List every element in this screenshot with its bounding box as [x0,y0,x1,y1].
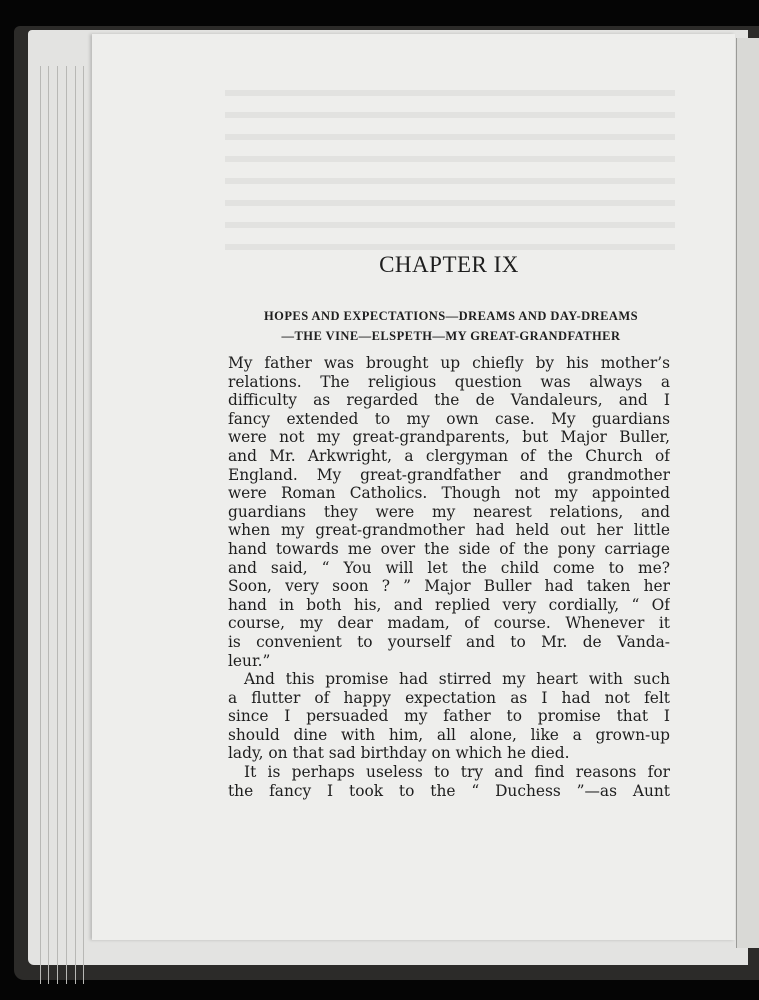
text-line: should dine with him, all alone, like a grown-up [228,725,670,744]
text-line: when my great-grandmother had held out her little [228,521,670,540]
text-line: is convenient to yourself and to Mr. de Vanda- [228,632,670,651]
text-line: England. My great-grandfather and grandmother [228,465,670,484]
text-line: course, my dear madam, of course. Whenever it [228,614,670,633]
text-line: difficulty as regarded the de Vandaleurs, and I [228,391,670,410]
text-line: were not my great-grandparents, but Major Buller, [228,428,670,447]
text-line: And this promise had stirred my heart with such [244,670,670,689]
text-line: hand towards me over the side of the pony carriage [228,539,670,558]
text-line: Soon, very soon ? ” Major Buller had taken her [228,577,670,596]
heading-line: —THE VINE—ELSPETH—MY GREAT-GRANDFATHER [281,329,621,343]
text-line: since I persuaded my father to promise that I [228,707,670,726]
chapter-title: CHAPTER IX [379,252,519,277]
text-line: and said, “ You will let the child come to me? [228,558,670,577]
text-line: were Roman Catholics. Though not my appointed [228,484,670,503]
text-line: lady, on that sad birthday on which he died. [228,744,570,763]
text-line: leur.” [228,651,271,670]
text-line: relations. The religious question was always a [228,372,670,391]
heading-line: HOPES AND EXPECTATIONS—DREAMS AND DAY-DREAMS [263,309,639,323]
chapter-summary-heading [228,306,674,346]
text-line: and Mr. Arkwright, a clergyman of the Church of [228,446,670,465]
text-line: guardians they were my nearest relations, and [228,502,670,521]
text-line: the fancy I took to the “ Duchess ”—as Aunt [228,781,670,800]
text-line: fancy extended to my own case. My guardians [228,409,670,428]
text-line: a flutter of happy expectation as I had not felt [228,688,670,707]
text-line: It is perhaps useless to try and find reasons for [244,763,670,782]
text-line: hand in both his, and replied very cordially, “ Of [228,595,670,614]
text-line: My father was brought up chiefly by his mother’s [228,354,670,372]
body-text [228,354,670,800]
